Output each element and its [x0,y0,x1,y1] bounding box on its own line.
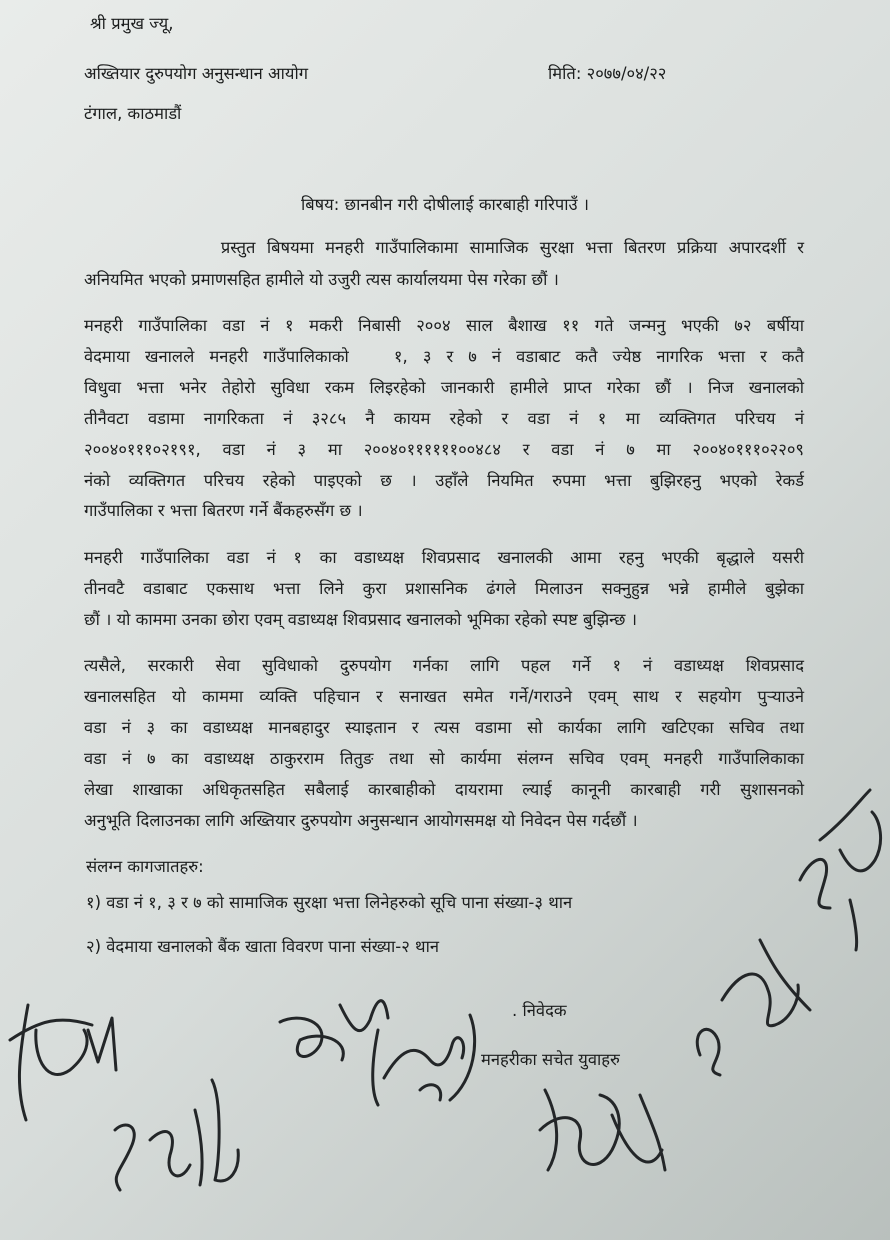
signature-mark [10,1005,116,1120]
paragraph-line: २००४०१११०२१९१, वडा नं ३ मा २००४०११११११००४८४ र वडा नं ७ मा २००४०१११०२२०९ [84,440,804,459]
signature-mark [540,1090,665,1170]
letter-date: मिति: २०७७/०४/२२ [548,64,667,83]
paragraph-line: गाउँपालिका र भत्ता बितरण गर्ने बैंकहरुसँग छ । [84,501,363,520]
paragraph-line: वडा नं ७ का वडाध्यक्ष ठाकुरराम तितुङ तथा सो कार्यमा संलग्न सचिव एवम् मनहरी गाउँपालिकाका [84,749,804,768]
signature-mark [373,1015,475,1105]
paragraph-line: अनियमित भएको प्रमाणसहित हामीले यो उजुरी त्यस कार्यालयमा पेस गरेका छौं । [84,270,559,289]
paragraph-line: त्यसैले, सरकारी सेवा सुविधाको दुरुपयोग गर्नका लागि पहल गर्ने १ नं वडाध्यक्ष शिवप्रसाद [84,656,804,675]
closing-signatory: मनहरीका सचेत युवाहरु [481,1050,620,1069]
signature-mark [115,1080,238,1190]
paragraph-line: विधुवा भत्ता भनेर तेहोरो सुविधा रकम लिइरहेको जानकारी हामीले प्राप्त गरेका छौं । निज खनालको [84,378,804,397]
recipient-organization: अख्तियार दुरुपयोग अनुसन्धान आयोग [84,64,309,83]
signature-mark [280,1001,388,1060]
paragraph-line: तीनवटै वडाबाट एकसाथ भत्ता लिने कुरा प्रशासनिक ढंगले मिलाउन सक्नुहुन्न भन्ने हामीले बुझेका [84,579,804,598]
paragraph-line: वेदमाया खनालले मनहरी गाउँपालिकाको १, ३ र ७ नं वडाबाट कतै ज्येष्ठ नागरिक भत्ता र कतै [84,347,804,366]
signature-mark [697,940,810,1075]
attachments-heading: संलग्न कागजातहरु: [86,857,204,876]
paragraph-line: तीनैवटा वडामा नागरिकता नं ३२८५ नै कायम रहेको र वडा नं १ मा व्यक्तिगत परिचय नं [84,409,804,428]
paragraph-line: वडा नं ३ का वडाध्यक्ष मानबहादुर स्याइतान र त्यस वडामा सो कार्यका लागि खटिएका सचिव तथा [84,718,804,737]
attachment-item: १) वडा नं १, ३ र ७ को सामाजिक सुरक्षा भत्ता लिनेहरुको सूचि पाना संख्या-३ थान [86,893,573,912]
paragraph-line: खनालसहित यो काममा व्यक्ति पहिचान र सनाखत समेत गर्ने/गराउने एवम् साथ र सहयोग पुर्‍याउने [84,687,804,706]
recipient-title: श्री प्रमुख ज्यू, [90,14,174,33]
paragraph-line: प्रस्तुत बिषयमा मनहरी गाउँपालिकामा सामाजिक सुरक्षा भत्ता बितरण प्रक्रिया अपारदर्शी र [84,238,804,257]
recipient-address: टंगाल, काठमाडौं [84,104,182,123]
paragraph-line: छौं । यो काममा उनका छोरा एवम् वडाध्यक्ष शिवप्रसाद खनालको भूमिका रहेको स्पष्ट बुझिन्छ । [84,610,637,629]
paragraph-line: लेखा शाखाका अधिकृतसहित सबैलाई कारबाहीको दायरामा ल्याई कानूनी कारबाही गरी सुशासनको [84,780,804,799]
paragraph-line: अनुभूति दिलाउनका लागि अख्तियार दुरुपयोग अनुसन्धान आयोगसमक्ष यो निवेदन पेस गर्दछौं । [84,811,638,830]
paragraph-line: नंको व्यक्तिगत परिचय रहेको पाइएको छ । उहाँले नियमित रुपमा भत्ता बुझिरहनु भएको रेकर्ड [84,471,804,490]
attachment-item: २) वेदमाया खनालको बैंक खाता विवरण पाना संख्या-२ थान [86,937,440,956]
paragraph-line: मनहरी गाउँपालिका वडा नं १ मकरी निबासी २००४ साल बैशाख ११ गते जन्मनु भएकी ७२ बर्षीया [84,316,804,335]
paragraph-line: मनहरी गाउँपालिका वडा नं १ का वडाध्यक्ष शिवप्रसाद खनालकी आमा रहनु भएकी बृद्धाले यसरी [84,548,804,567]
signature-mark [800,790,881,950]
letter-subject: बिषय: छानबीन गरी दोषीलाई कारबाही गरिपाउँ । [300,195,590,214]
closing-label: . निवेदक [512,1001,567,1020]
